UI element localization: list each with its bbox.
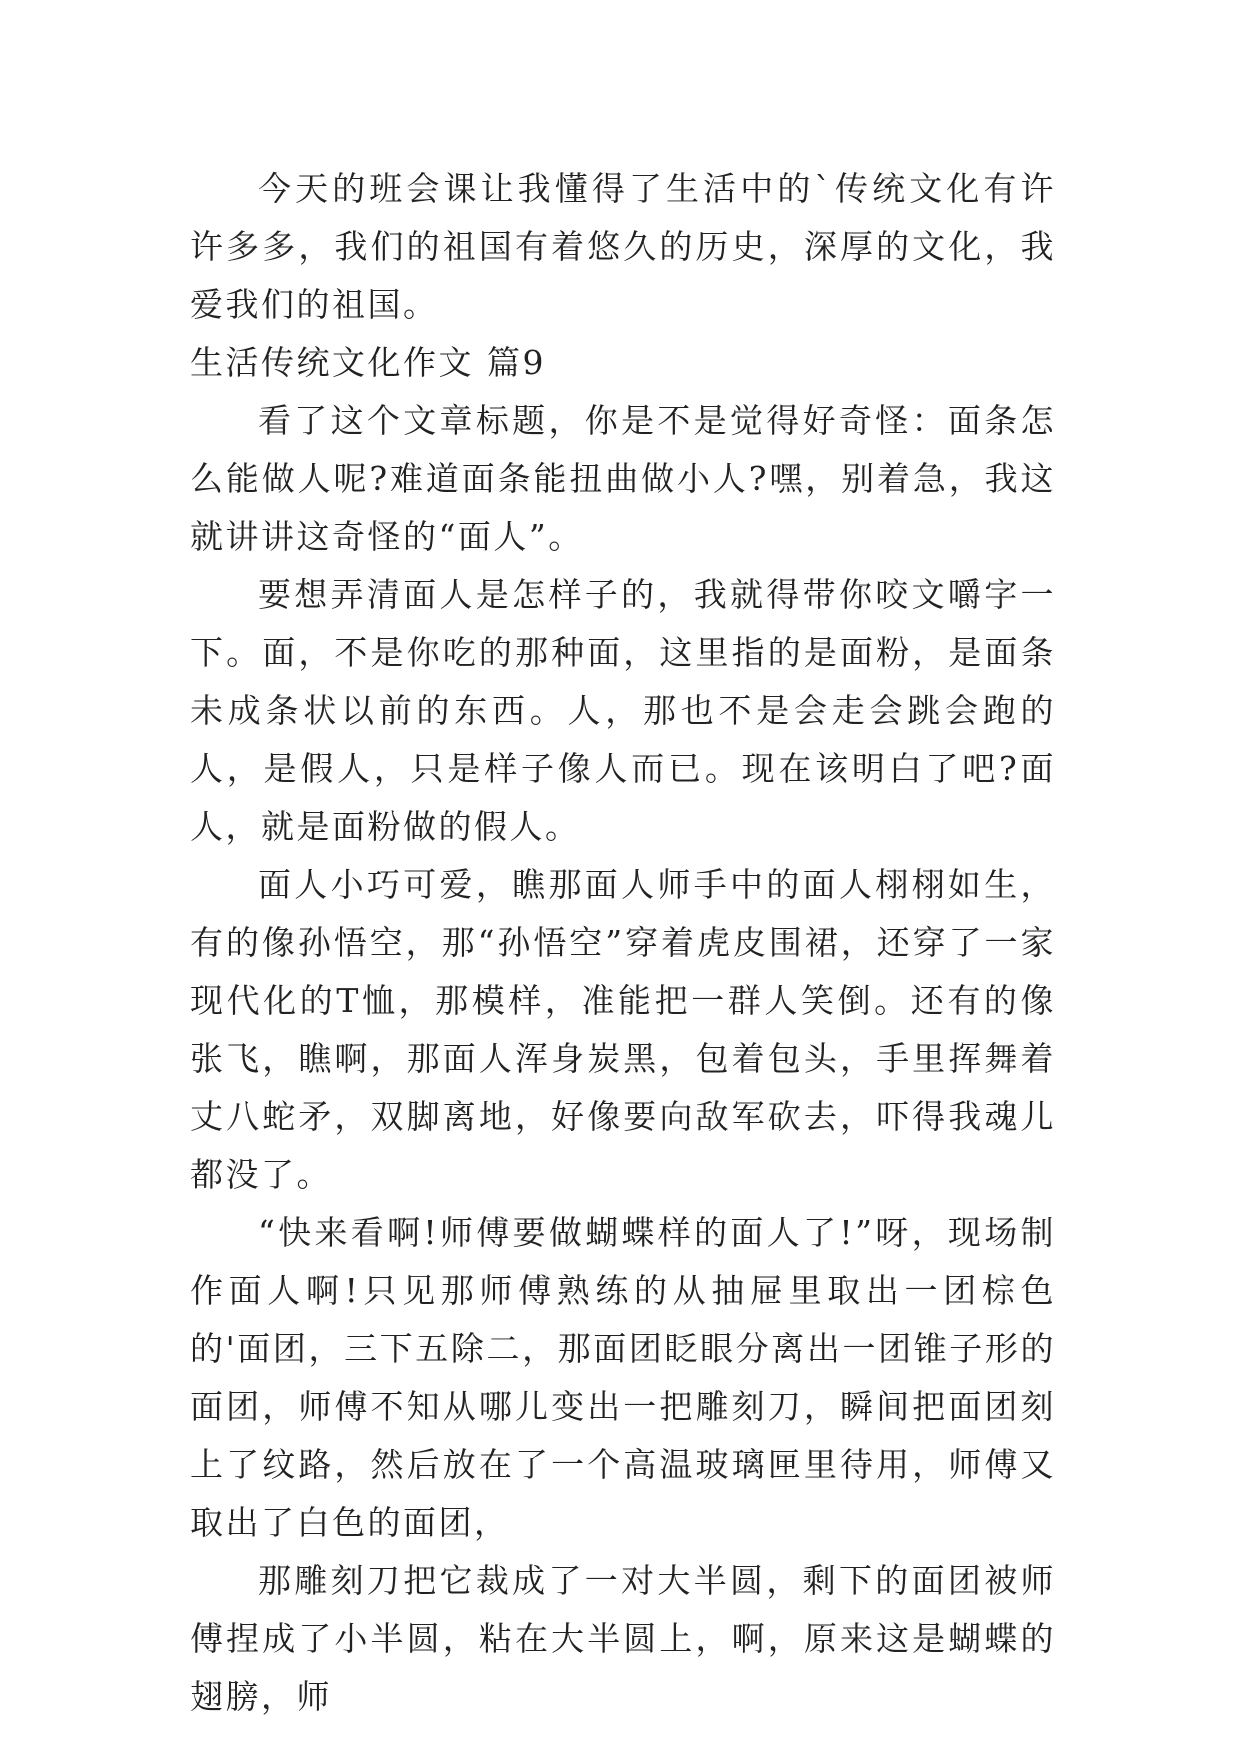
paragraph: 要想弄清面人是怎样子的，我就得带你咬文嚼字一下。面，不是你吃的那种面，这里指的是面粉，是面条未成条状以前的东西。人，那也不是会走会跳会跑的人，是假人，只是样子像人而已。现在该明白了吧?面人，就是面粉做的假人。: [190, 575, 1056, 846]
paragraph: 看了这个文章标题，你是不是觉得好奇怪：面条怎么能做人呢?难道面条能扭曲做小人?嘿，别着急，我这就讲讲这奇怪的“面人”。: [190, 401, 1056, 556]
paragraph-intro: 今天的班会课让我懂得了生活中的`传统文化有许许多多，我们的祖国有着悠久的历史，深厚的文化，我爱我们的祖国。: [190, 169, 1056, 324]
article-body: [190, 160, 1056, 1726]
paragraph: “快来看啊!师傅要做蝴蝶样的面人了!”呀，现场制作面人啊!只见那师傅熟练的从抽屉里取出一团棕色的'面团，三下五除二，那面团眨眼分离出一团锥子形的面团，师傅不知从哪儿变出一把雕刻刀，瞬间把面团刻上了纹路，然后放在了一个高温玻璃匣里待用，师傅又取出了白色的面团，: [190, 1213, 1056, 1542]
paragraph: 面人小巧可爱，瞧那面人师手中的面人栩栩如生，有的像孙悟空，那“孙悟空”穿着虎皮围裙，还穿了一家现代化的T恤，那模样，准能把一群人笑倒。还有的像张飞，瞧啊，那面人浑身炭黑，包着包头，手里挥舞着丈八蛇矛，双脚离地，好像要向敌军砍去，吓得我魂儿都没了。: [190, 865, 1056, 1194]
paragraph: 那雕刻刀把它裁成了一对大半圆，剩下的面团被师傅捏成了小半圆，粘在大半圆上，啊，原来这是蝴蝶的翅膀，师: [190, 1561, 1056, 1716]
section-heading: 生活传统文化作文 篇9: [190, 343, 546, 382]
